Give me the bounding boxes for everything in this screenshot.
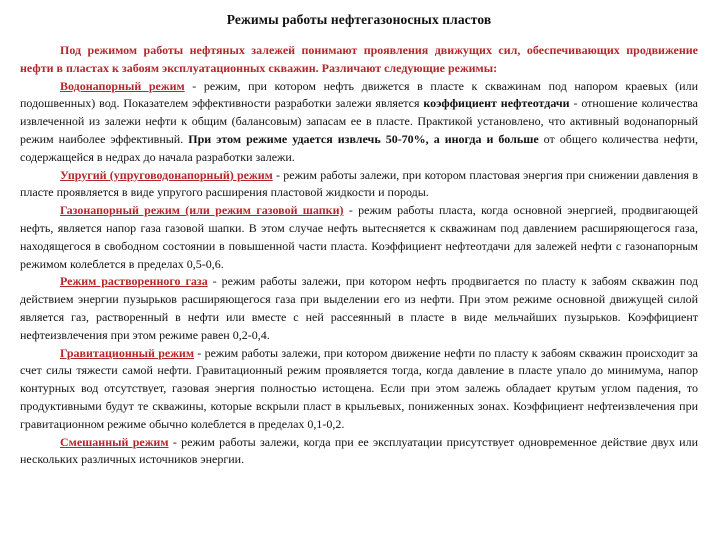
page-title: Режимы работы нефтегазоносных пластов (226, 12, 492, 27)
mode-paragraph-elastic (20, 167, 698, 203)
mode-text: - режим работы залежи, при котором пластовая энергия при снижении давления в пласте проявляется в виде упругого расширения пластовой жидкости и породы. (20, 167, 698, 200)
mode-text: - режим работы залежи, когда при ее эксплуатации присутствует одновременное действие двух или нескольких различных источников энергии. (20, 434, 698, 467)
mode-name-mixed: Смешанный режим (60, 434, 169, 449)
mode-text: - отношение количества извлеченной из залежи нефти к общим (балансовым) запасам ее в пласте. Практикой установлено, что активный водонапорный режим наиболее эффективный. (20, 96, 698, 146)
mode-text: - режим работы залежи, при котором движение нефти по пласту к забоям скважин происходит за счет силы тяжести самой нефти. Гравитационный режим проявляется тогда, когда давление в пласте упало до минимума, напор контурных вод отсутствует, газовая энергия полностью истощена. Если при этом залежь обладает крутым углом падения, то продуктивными будут те скважины, которые вскрыли пласт в крыльевых, пониженных зонах. Коэффициент нефтеизвлечения при гравитационном режиме обычно колеблется в пределах 0,1-0,2. (20, 345, 698, 431)
intro-paragraph: Под режимом работы нефтяных залежей понимают проявления движущих сил, обеспечивающих продвижение нефти в пластах к забоям эксплуатационных скважин. Различают следующие режимы: (20, 43, 698, 75)
mode-name-gas-cap: Газонапорный режим (или режим газовой шапки) (60, 203, 344, 218)
mode-name-solution-gas: Режим растворенного газа (60, 274, 208, 289)
mode-name-water-drive: Водонапорный режим (60, 78, 185, 93)
highlight-term: коэффициент нефтеотдачи (423, 96, 570, 111)
mode-paragraph-gas-cap (20, 202, 698, 273)
mode-text: - режим работы залежи, при котором нефть продвигается по пласту к забоям скважин под действием энергии пузырьков расширяющегося газа при выделении его из нефти. При этом режиме основной движущей силой является газ, растворенный в нефти или вместе с ней рассеянный в пласте в виде мельчайших пузырьков. Коэффициент нефтеизвлечения при этом режиме равен 0,2-0,4. (20, 274, 698, 342)
mode-text: от общего количества нефти, содержащейся в недрах до начала разработки залежи. (20, 131, 698, 164)
mode-paragraph-mixed (20, 434, 698, 470)
document-body (20, 42, 698, 469)
highlight-statement: При этом режиме удается извлечь 50-70%, а иногда и больше (188, 131, 539, 146)
mode-text: - режим работы пласта, когда основной энергией, продвигающей нефть, является напор газа газовой шапки. В этом случае нефть вытесняется к скважинам под давлением расширяющегося газа, находящегося в свободном состоянии в повышенной части пласта. Коэффициент нефтеотдачи для залежей нефти с газонапорным режимом колеблется в пределах 0,5-0,6. (20, 203, 699, 271)
mode-paragraph-solution-gas (20, 273, 698, 344)
mode-name-gravity: Гравитационный режим (60, 345, 195, 360)
mode-name-elastic: Упругий (упруговодонапорный) режим (60, 167, 273, 182)
mode-paragraph-water-drive (20, 78, 698, 167)
mode-paragraph-gravity (20, 345, 698, 434)
mode-text: - режим, при котором нефть движется в пласте к скважинам под напором краевых (или подошвенных) вод. Показателем эффективности разработки залежи является (20, 78, 698, 111)
